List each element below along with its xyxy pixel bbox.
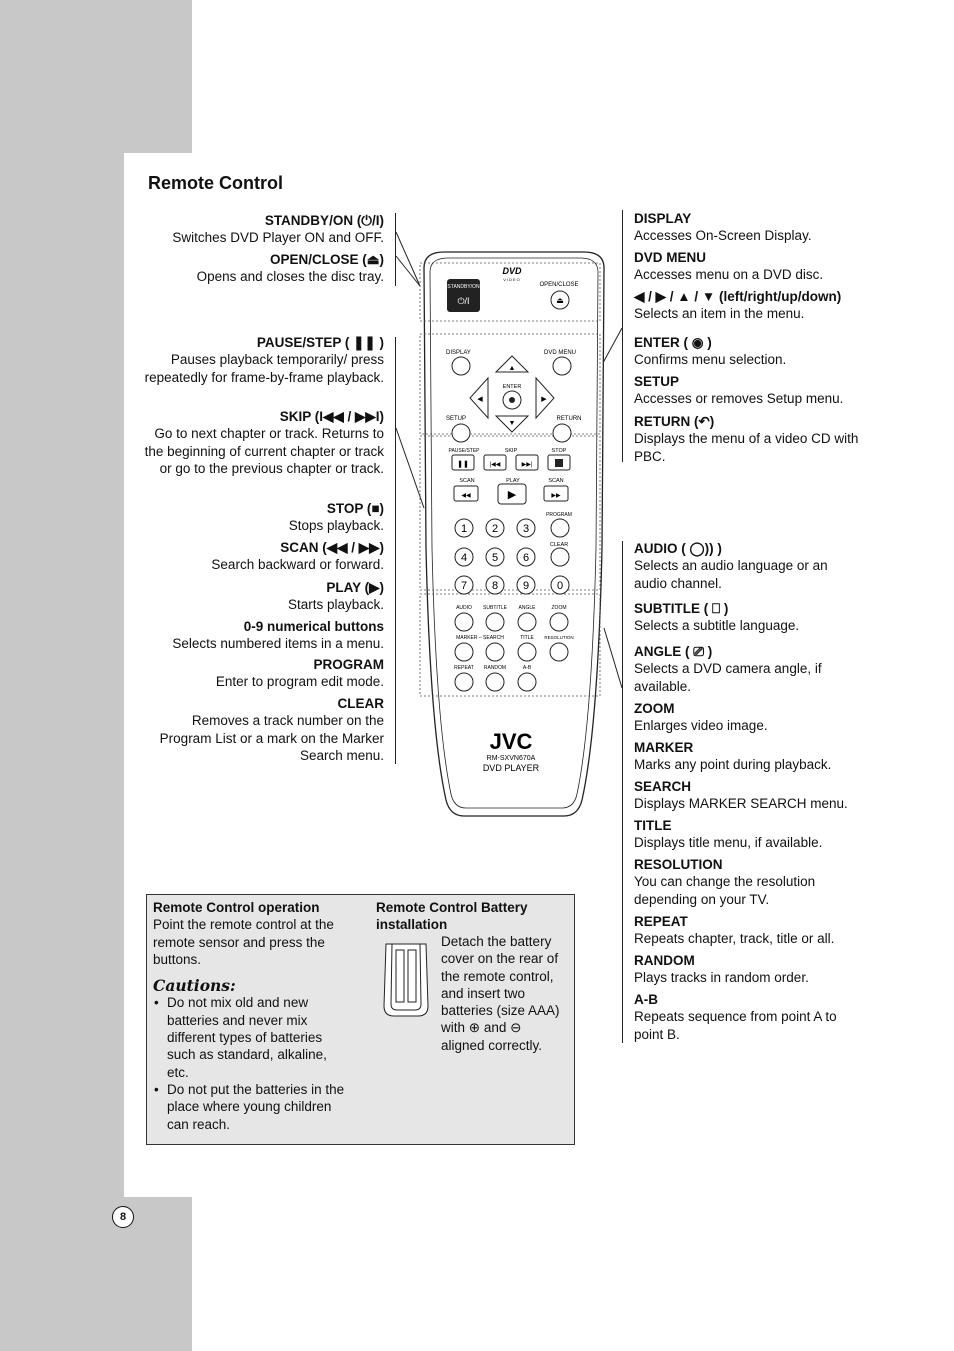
item-name: PLAY (▶) [326, 580, 384, 595]
item-desc: Stops playback. [288, 518, 384, 534]
repeat-label: REPEAT [454, 665, 474, 671]
page-title: Remote Control [148, 173, 283, 193]
arrow-up-icon: ▲ [508, 365, 516, 372]
zoom-button [550, 613, 568, 631]
scan-right-label: SCAN [548, 478, 564, 484]
skip-back-icon: |◀◀ [489, 462, 501, 468]
item-desc: Selects an item in the menu. [634, 306, 805, 322]
item-desc: Starts playback. [287, 597, 384, 613]
random-label: RANDOM [483, 665, 507, 671]
enter-label: ENTER [502, 384, 522, 390]
random-button [486, 673, 504, 691]
scan-left-label: SCAN [459, 478, 475, 484]
item-desc: Accesses On-Screen Display. [634, 228, 812, 244]
setup-button [452, 424, 470, 442]
digit-label: 1 [460, 523, 468, 535]
item-desc: Selects an audio language or an audio channel. [634, 558, 828, 591]
dvd-logo: DVD [502, 266, 522, 276]
ab-label: A-B [522, 665, 532, 671]
pause-icon: ❚❚ [457, 461, 469, 468]
search-button [486, 643, 504, 661]
return-button [553, 424, 571, 442]
marker-button [455, 643, 473, 661]
angle-button [518, 613, 536, 631]
item-name: SUBTITLE ( ⎕ ) [634, 601, 729, 616]
item-name: CLEAR [337, 696, 384, 711]
item-name: AUDIO ( ◯)) ) [634, 541, 722, 556]
item-desc: Plays tracks in random order. [634, 970, 809, 986]
item-name: ENTER ( ◉ ) [634, 335, 712, 350]
zoom-label: ZOOM [551, 605, 567, 611]
digit-label: 2 [491, 523, 499, 535]
display-button [452, 357, 470, 375]
item-desc: Selects a subtitle language. [634, 618, 800, 634]
dvd-menu-label: DVD MENU [543, 350, 577, 356]
enter-icon [509, 397, 515, 403]
subtitle-button [486, 613, 504, 631]
model-number: RM-SXVN670A [486, 755, 536, 762]
digit-label: 6 [522, 552, 530, 564]
marker-search-label: MARKER – SEARCH [456, 635, 504, 641]
operation-title: Remote Control operation [153, 900, 320, 915]
item-desc: Opens and closes the disc tray. [196, 269, 384, 285]
digit-label: 9 [522, 580, 530, 592]
item-name: PAUSE/STEP ( ❚❚ ) [256, 335, 384, 350]
subtitle-label: SUBTITLE [483, 605, 507, 611]
item-name: RANDOM [634, 953, 695, 968]
angle-label: ANGLE [518, 605, 536, 611]
title-button [518, 643, 536, 661]
setup-label: SETUP [446, 416, 467, 422]
item-desc: You can change the resolution depending on your TV. [634, 874, 816, 907]
caution-item: • Do not put the batteries in the place where young children can reach. [167, 1081, 349, 1133]
item-desc: Pauses playback temporarily/ press repeatedly for frame-by-frame playback. [144, 352, 384, 385]
item-desc: Accesses menu on a DVD disc. [634, 267, 824, 283]
digit-label: 0 [556, 580, 564, 592]
item-name: PROGRAM [313, 657, 384, 672]
item-desc: Accesses or removes Setup menu. [634, 391, 844, 407]
arrow-right-icon: ▶ [541, 396, 547, 403]
item-name: REPEAT [634, 914, 688, 929]
dvd-menu-button [553, 357, 571, 375]
item-name: OPEN/CLOSE (⏏) [269, 252, 384, 267]
battery-title: Remote Control Battery installation [376, 900, 528, 933]
item-name: DVD MENU [634, 250, 707, 265]
title-label: TITLE [520, 635, 534, 641]
battery-section [376, 899, 566, 934]
repeat-button [455, 673, 473, 691]
battery-text: Detach the battery cover on the rear of the remote control, and insert two batteries (size AAA) with ⊕ and ⊖ aligned correctly. [441, 934, 560, 1053]
stop-label: STOP [551, 448, 567, 454]
program-label: PROGRAM [546, 512, 572, 518]
item-desc: Displays the menu of a video CD with PBC. [634, 431, 859, 464]
item-desc: Switches DVD Player ON and OFF. [172, 230, 384, 246]
audio-label: AUDIO [456, 605, 472, 611]
video-label: VIDEO [503, 277, 521, 282]
resolution-label: RESOLUTION [544, 635, 574, 640]
stop-icon [555, 459, 563, 467]
item-desc: Selects a DVD camera angle, if available. [634, 661, 822, 694]
caution-item: • Do not mix old and new batteries and never mix different types of batteries such as standard, alkaline, etc. [167, 994, 349, 1080]
item-desc: Search backward or forward. [211, 557, 384, 573]
arrow-left-icon: ◀ [477, 396, 483, 403]
item-name: SKIP (I◀◀ / ▶▶I) [279, 409, 384, 424]
digit-label: 8 [491, 580, 499, 592]
item-desc: Repeats chapter, track, title or all. [634, 931, 835, 947]
item-name: A-B [634, 992, 658, 1007]
clear-label: CLEAR [549, 542, 569, 548]
item-name: RESOLUTION [634, 857, 723, 872]
cautions-list [153, 994, 349, 1132]
item-desc: Displays MARKER SEARCH menu. [634, 796, 848, 812]
standby-label: STANDBY/ON [447, 284, 480, 290]
play-icon: ▶ [507, 489, 517, 501]
page-number: 8 [112, 1206, 134, 1228]
item-name: ANGLE ( ⎚ ) [634, 644, 713, 659]
operation-section [153, 899, 349, 1133]
item-name: STOP (■) [326, 501, 384, 516]
item-desc: Go to next chapter or track. Returns to the beginning of current chapter or track or go to the previous chapter or track. [144, 426, 384, 476]
scan-forward-icon: ▶▶ [551, 493, 561, 499]
clear-button [551, 548, 569, 566]
battery-compartment-illustration [378, 940, 434, 1020]
open-close-label: OPEN/CLOSE [539, 282, 579, 288]
item-desc: Enlarges video image. [634, 718, 768, 734]
eject-icon: ⏏ [556, 296, 564, 305]
item-desc: Repeats sequence from point A to point B. [634, 1009, 837, 1042]
display-label: DISPLAY [446, 350, 471, 356]
item-desc: Selects numbered items in a menu. [172, 636, 384, 652]
item-desc: Marks any point during playback. [634, 757, 832, 773]
return-label: RETURN [556, 416, 582, 422]
item-name: ◀ / ▶ / ▲ / ▼ (left/right/up/down) [634, 289, 842, 304]
digit-label: 7 [460, 580, 468, 592]
item-name: TITLE [634, 818, 672, 833]
scan-back-icon: ◀◀ [461, 493, 471, 499]
digit-label: 4 [460, 552, 468, 564]
item-name: SETUP [634, 374, 680, 389]
item-name: STANDBY/ON (⏻/I) [264, 213, 384, 228]
item-name: SCAN (◀◀ / ▶▶) [280, 540, 384, 555]
arrow-down-icon: ▼ [508, 420, 516, 427]
item-desc: Enter to program edit mode. [215, 674, 384, 690]
item-name: MARKER [634, 740, 694, 755]
item-name: ZOOM [634, 701, 675, 716]
item-name: SEARCH [634, 779, 692, 794]
pause-step-label: PAUSE/STEP [448, 448, 480, 454]
operation-text: Point the remote control at the remote sensor and press the buttons. [153, 917, 334, 967]
digit-label: 5 [491, 552, 499, 564]
item-desc: Confirms menu selection. [634, 352, 787, 368]
resolution-button [550, 643, 568, 661]
program-button [551, 519, 569, 537]
cautions-title: Cautions: [153, 976, 236, 996]
ab-button [518, 673, 536, 691]
item-desc: Displays title menu, if available. [634, 835, 823, 851]
skip-forward-icon: ▶▶| [521, 462, 533, 468]
product-name: DVD PLAYER [482, 763, 540, 773]
item-name: 0-9 numerical buttons [243, 619, 384, 634]
skip-label: SKIP [504, 448, 518, 454]
digit-label: 3 [522, 523, 530, 535]
power-icon: ⏻/I [457, 296, 470, 306]
item-name: RETURN (↶) [634, 414, 715, 429]
item-desc: Removes a track number on the Program List or a mark on the Marker Search menu. [159, 713, 384, 763]
play-label: PLAY [506, 478, 520, 484]
item-name: DISPLAY [634, 211, 692, 226]
audio-button [455, 613, 473, 631]
brand-logo: JVC [489, 729, 533, 754]
remote-control-illustration [414, 248, 614, 820]
